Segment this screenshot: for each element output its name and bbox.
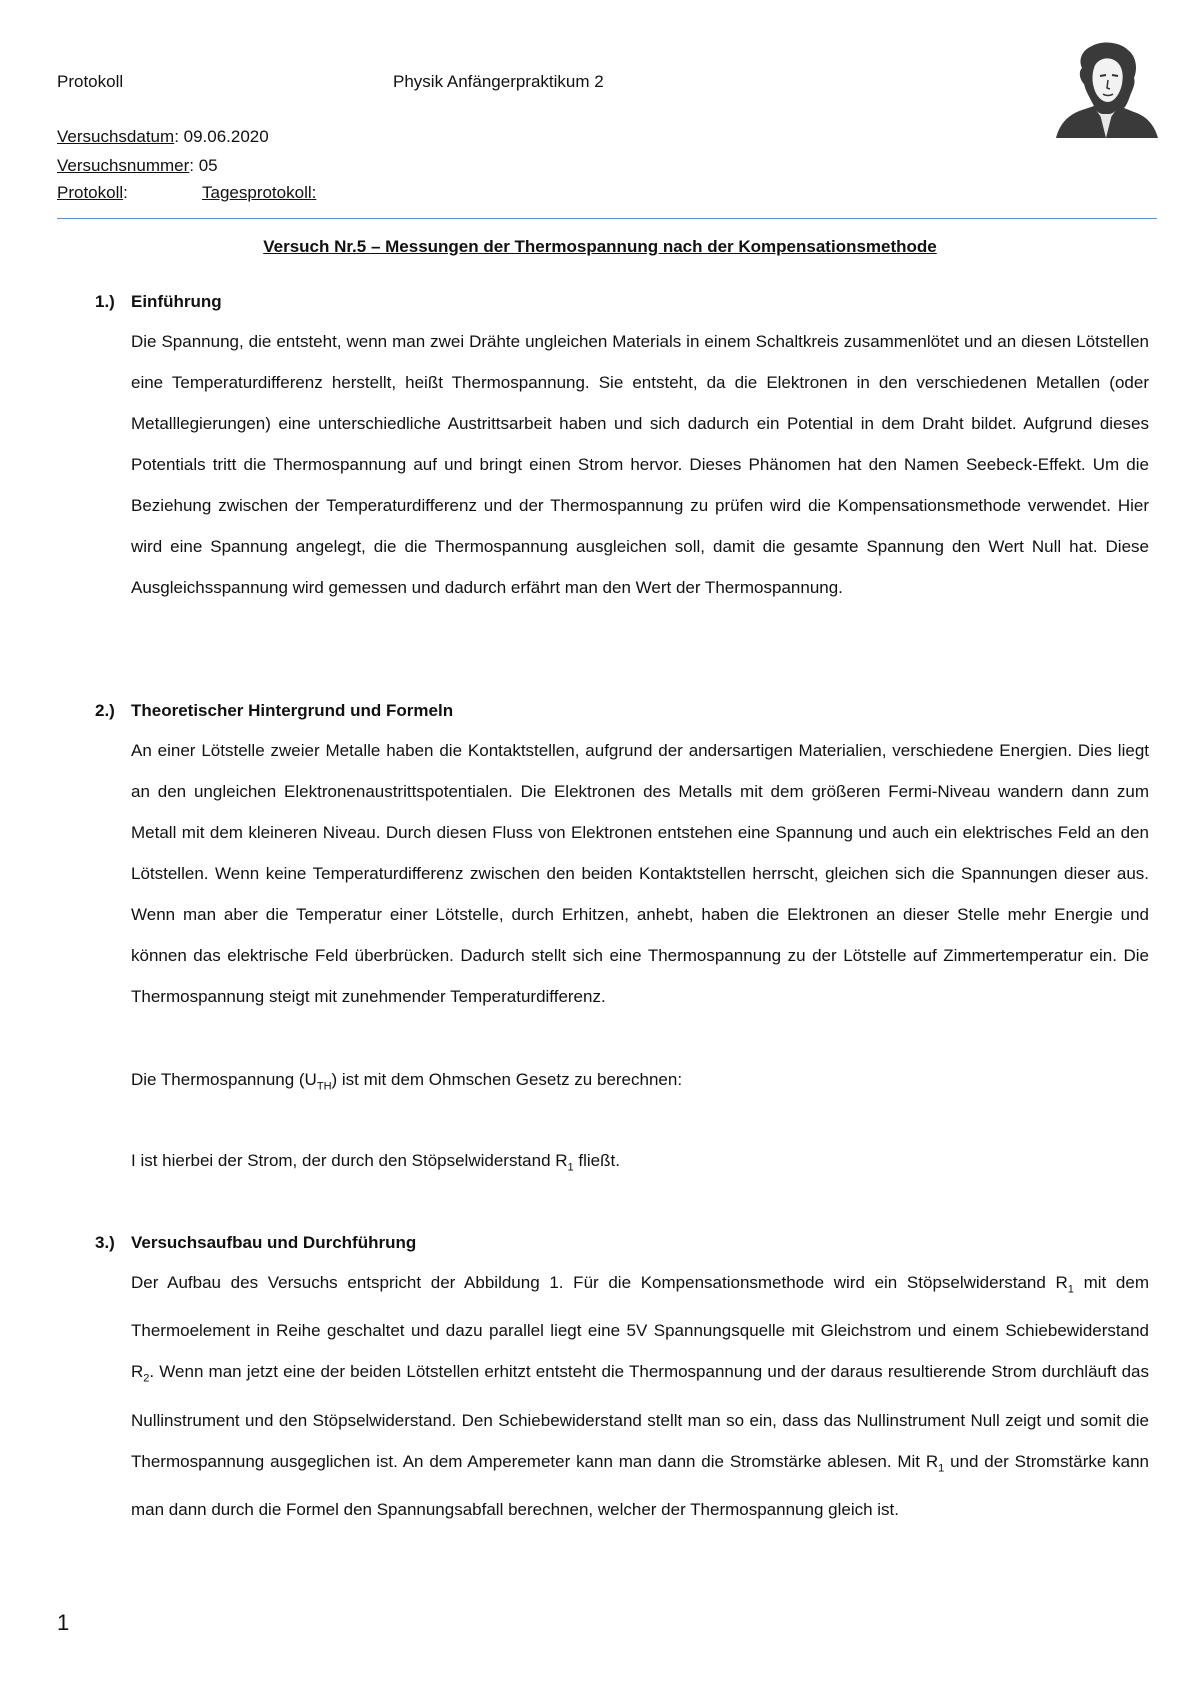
section-1-number: 1.) xyxy=(95,292,115,311)
section-3-text-a: Der Aufbau des Versuchs entspricht der Abbildung 1. Für die Kompensationsmethode wird ein Stöpselwiderstand R xyxy=(131,1273,1068,1292)
section-2-heading xyxy=(95,701,453,721)
current-explanation-line xyxy=(131,1151,620,1173)
section-1-heading xyxy=(95,292,222,312)
formula-intro-sub: TH xyxy=(316,1080,332,1093)
section-2-number: 2.) xyxy=(95,701,115,720)
formula-intro-post: ) ist mit dem Ohmschen Gesetz zu berechnen: xyxy=(331,1070,683,1089)
number-value: : 05 xyxy=(189,156,218,175)
section-2-title: Theoretischer Hintergrund und Formeln xyxy=(131,701,454,720)
date-label: Versuchsdatum xyxy=(57,127,175,146)
section-3-sub-c: 1 xyxy=(938,1462,945,1475)
section-3-text-c: . Wenn man jetzt eine der beiden Lötstellen erhitzt entsteht die Thermospannung und der daraus resultierende Strom durchläuft das Nullinstrument und den Stöpselwiderstand. Den Schiebewiderstand stellt man so ein, dass das Nullinstrument Null zeigt und somit die Thermospannung ausgeglichen ist. An dem Amperemeter kann man dann die Stromstärke ablesen. Mit R xyxy=(131,1362,1149,1471)
section-3-sub-a: 1 xyxy=(1067,1283,1074,1296)
daily-label: Tagesprotokoll xyxy=(202,183,312,202)
meta-protocol xyxy=(57,183,317,203)
daily-sep: : xyxy=(311,183,317,202)
current-line-sub: 1 xyxy=(567,1161,574,1174)
section-3-text xyxy=(131,1262,1149,1530)
section-1-text: Die Spannung, die entsteht, wenn man zwei Drähte ungleichen Materials in einem Schaltkreis zusammenlötet und an diesen Lötstellen eine Temperaturdifferenz herstellt, heißt Thermospannung. Sie entsteht, da die Elektronen in den verschiedenen Metallen (oder Metalllegierungen) eine unterschiedliche Austrittsarbeit haben und sich dadurch ein Potential in dem Draht bildet. Aufgrund dieses Potentials tritt die Thermospannung auf und bringt einen Strom hervor. Dieses Phänomen hat den Namen Seebeck-Effekt. Um die Beziehung zwischen der Temperaturdifferenz und der Thermospannung zu prüfen wird die Kompensationsmethode verwendet. Hier wird eine Spannung angelegt, die die Thermospannung ausgleichen soll, damit die gesamte Spannung den Wert Null hat. Diese Ausgleichsspannung wird gemessen und dadurch erfährt man den Wert der Thermospannung. xyxy=(131,332,1149,597)
current-line-post: fließt. xyxy=(573,1151,620,1170)
page-number: 1 xyxy=(57,1610,70,1635)
header-left: Protokoll xyxy=(57,72,124,91)
section-3-text-b: mit dem Thermoelement in Reihe geschaltet und dazu parallel liegt eine 5V Spannungsquelle mit Gleichstrom und einem Schiebewiderstand R xyxy=(131,1273,1149,1382)
protocol-label: Protokoll xyxy=(57,183,124,202)
header-divider xyxy=(57,218,1157,219)
header-center: Physik Anfängerpraktikum 2 xyxy=(393,72,604,91)
section-3-heading xyxy=(95,1233,416,1253)
section-2-text: An einer Lötstelle zweier Metalle haben die Kontaktstellen, aufgrund der andersartigen Materialien, verschiedene Energien. Dies liegt an den ungleichen Elektronenaustrittspotentialen. Die Elektronen des Metalls mit dem größeren Fermi-Niveau wandern dann zum Metall mit dem kleineren Niveau. Durch diesen Fluss von Elektronen entstehen eine Spannung und auch ein elektrisches Feld an den Lötstellen. Wenn keine Temperaturdifferenz zwischen den beiden Kontaktstellen herrscht, gleichen sich die Spannungen dieser aus. Wenn man aber die Temperatur einer Lötstelle, durch Erhitzen, anhebt, haben die Elektronen an dieser Stelle mehr Energie und können das elektrische Feld überbrücken. Dadurch stellt sich eine Thermospannung zu der Lötstelle auf Zimmertemperatur ein. Die Thermospannung steigt mit zunehmender Temperaturdifferenz. xyxy=(131,741,1149,1006)
goethe-portrait-icon xyxy=(1050,38,1162,140)
section-3-text-d: und der Stromstärke kann man dann durch die Formel den Spannungsabfall berechnen, welcher der Thermospannung gleich ist. xyxy=(131,1451,1149,1520)
section-1-title: Einführung xyxy=(131,292,222,311)
number-label: Versuchsnummer xyxy=(57,156,190,175)
meta-date xyxy=(57,127,269,147)
formula-intro-line xyxy=(131,1070,682,1092)
date-value: : 09.06.2020 xyxy=(174,127,269,146)
meta-number xyxy=(57,156,218,176)
formula-intro-pre: Die Thermospannung (U xyxy=(131,1070,317,1089)
document-title: Versuch Nr.5 – Messungen der Thermospannung nach der Kompensationsmethode xyxy=(263,237,937,256)
section-3-number: 3.) xyxy=(95,1233,115,1252)
current-line-pre: I ist hierbei der Strom, der durch den Stöpselwiderstand R xyxy=(131,1151,568,1170)
section-3-sub-b: 2 xyxy=(143,1372,150,1385)
daily-protocol xyxy=(202,183,316,203)
protocol-sep: : xyxy=(123,183,128,202)
section-3-title: Versuchsaufbau und Durchführung xyxy=(131,1233,417,1252)
